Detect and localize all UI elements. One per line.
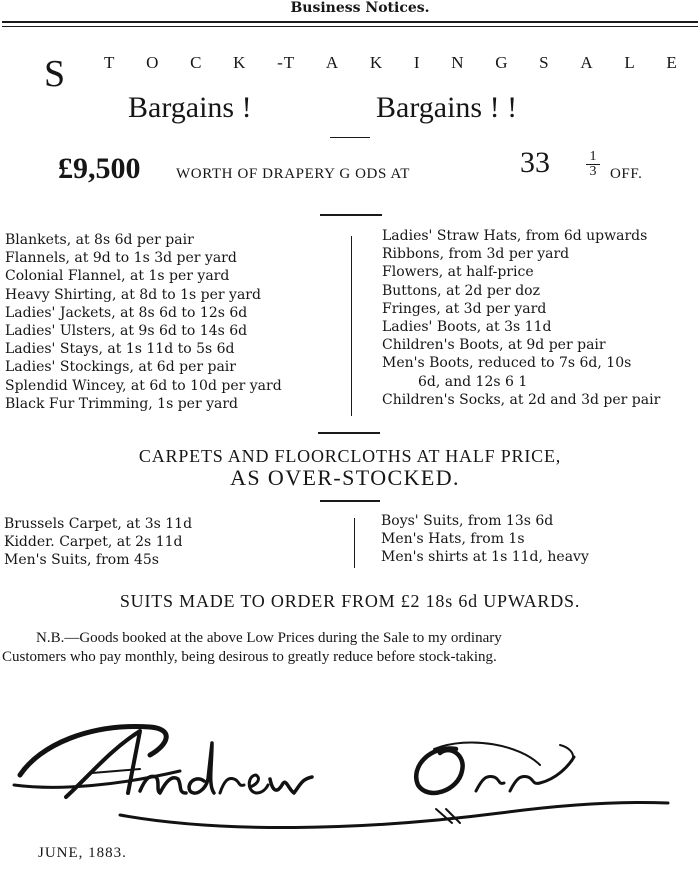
sale-title	[104, 52, 678, 74]
list-item: Brussels Carpet, at 3s 11d	[4, 516, 193, 532]
column-divider	[351, 236, 352, 416]
carpet-list-left	[4, 515, 192, 570]
list-item: Splendid Wincey, at 6d to 10d per yard	[5, 377, 282, 394]
carpet-list-right	[381, 512, 589, 567]
title-letter: K	[233, 53, 247, 72]
list-item: Buttons, at 2d per doz	[382, 282, 540, 299]
list-item: Ladies' Jackets, at 8s 6d to 12s 6d	[5, 304, 248, 321]
price-text: WORTH OF DRAPERY G ODS AT	[176, 166, 410, 182]
section-header: Business Notices.	[290, 0, 430, 16]
fraction-denominator: 3	[589, 164, 597, 179]
list-item: Ladies' Stays, at 1s 11d to 5s 6d	[5, 341, 235, 358]
price-list-right	[382, 227, 660, 409]
list-item: Flowers, at half-price	[382, 264, 534, 281]
list-item: Men's Boots, reduced to 7s 6d, 10s	[382, 355, 632, 372]
short-rule	[330, 137, 370, 138]
nb-line-1: N.B.—Goods booked at the above Low Prices during the Sale to my ordinary	[36, 630, 502, 646]
divider-rule	[320, 500, 380, 502]
list-item: Blankets, at 8s 6d per pair	[5, 232, 194, 248]
handwritten-signature	[0, 705, 700, 835]
list-item: Ladies' Straw Hats, from 6d upwards	[382, 228, 648, 244]
carpets-heading: CARPETS AND FLOORCLOTHS AT HALF PRICE,	[138, 446, 562, 466]
title-letter: G	[495, 53, 509, 72]
list-item: Fringes, at 3d per yard	[382, 300, 547, 317]
divider-rule	[320, 214, 382, 216]
list-item: Children's Socks, at 2d and 3d per pair	[382, 391, 661, 408]
sale-initial: S	[44, 53, 66, 95]
title-letter: L	[624, 53, 636, 72]
list-item: Ladies' Boots, at 3s 11d	[382, 319, 552, 336]
list-item: Men's shirts at 1s 11d, heavy	[381, 549, 589, 566]
header-rule	[2, 21, 698, 23]
bargains-heading-1: Bargains !	[128, 91, 252, 124]
list-item: Ribbons, from 3d per yard	[382, 246, 570, 263]
list-item: Colonial Flannel, at 1s per yard	[5, 268, 230, 285]
title-letter: O	[146, 53, 160, 72]
suits-notice: SUITS MADE TO ORDER FROM £2 18s 6d UPWARDS.	[119, 591, 581, 611]
title-letter: A	[325, 53, 340, 72]
price-amount: £9,500	[58, 152, 141, 185]
list-item: Boys' Suits, from 13s 6d	[381, 513, 554, 529]
bargains-heading-2: Bargains ! !	[376, 91, 518, 124]
list-item-continued: 6d, and 12s 6 1	[418, 373, 528, 390]
divider-rule	[318, 432, 380, 434]
title-letter: S	[539, 53, 550, 72]
title-letter: K	[369, 53, 384, 72]
price-list-left	[5, 231, 282, 413]
discount-fraction	[586, 150, 600, 179]
list-item: Heavy Shirting, at 8d to 1s per yard	[5, 286, 261, 303]
list-item: Men's Suits, from 45s	[4, 552, 159, 569]
list-item: Ladies' Ulsters, at 9s 6d to 14s 6d	[5, 323, 248, 340]
list-item: Flannels, at 9d to 1s 3d per yard	[5, 250, 237, 267]
title-letter: I	[413, 53, 421, 72]
title-letter: N	[451, 53, 465, 72]
title-letter: A	[580, 53, 594, 72]
column-divider	[354, 518, 355, 568]
fraction-numerator: 1	[586, 150, 600, 165]
title-letter: T	[104, 53, 116, 72]
list-item: Men's Hats, from 1s	[381, 531, 525, 548]
list-item: Children's Boots, at 9d per pair	[382, 337, 606, 354]
date-line: JUNE, 1883.	[38, 845, 127, 861]
overstocked-heading: AS OVER-STOCKED.	[230, 465, 460, 490]
list-item: Ladies' Stockings, at 6d per pair	[5, 359, 236, 376]
nb-line-2: Customers who pay monthly, being desirous to greatly reduce before stock-taking.	[2, 649, 497, 665]
list-item: Kidder. Carpet, at 2s 11d	[4, 534, 183, 551]
price-suffix: OFF.	[610, 166, 643, 182]
title-letter: C	[190, 53, 203, 72]
title-letter: E	[666, 53, 678, 72]
list-item: Black Fur Trimming, 1s per yard	[5, 395, 239, 412]
title-letter: -T	[277, 53, 296, 72]
header-rule-2	[2, 26, 698, 27]
discount-whole: 33	[520, 146, 550, 179]
